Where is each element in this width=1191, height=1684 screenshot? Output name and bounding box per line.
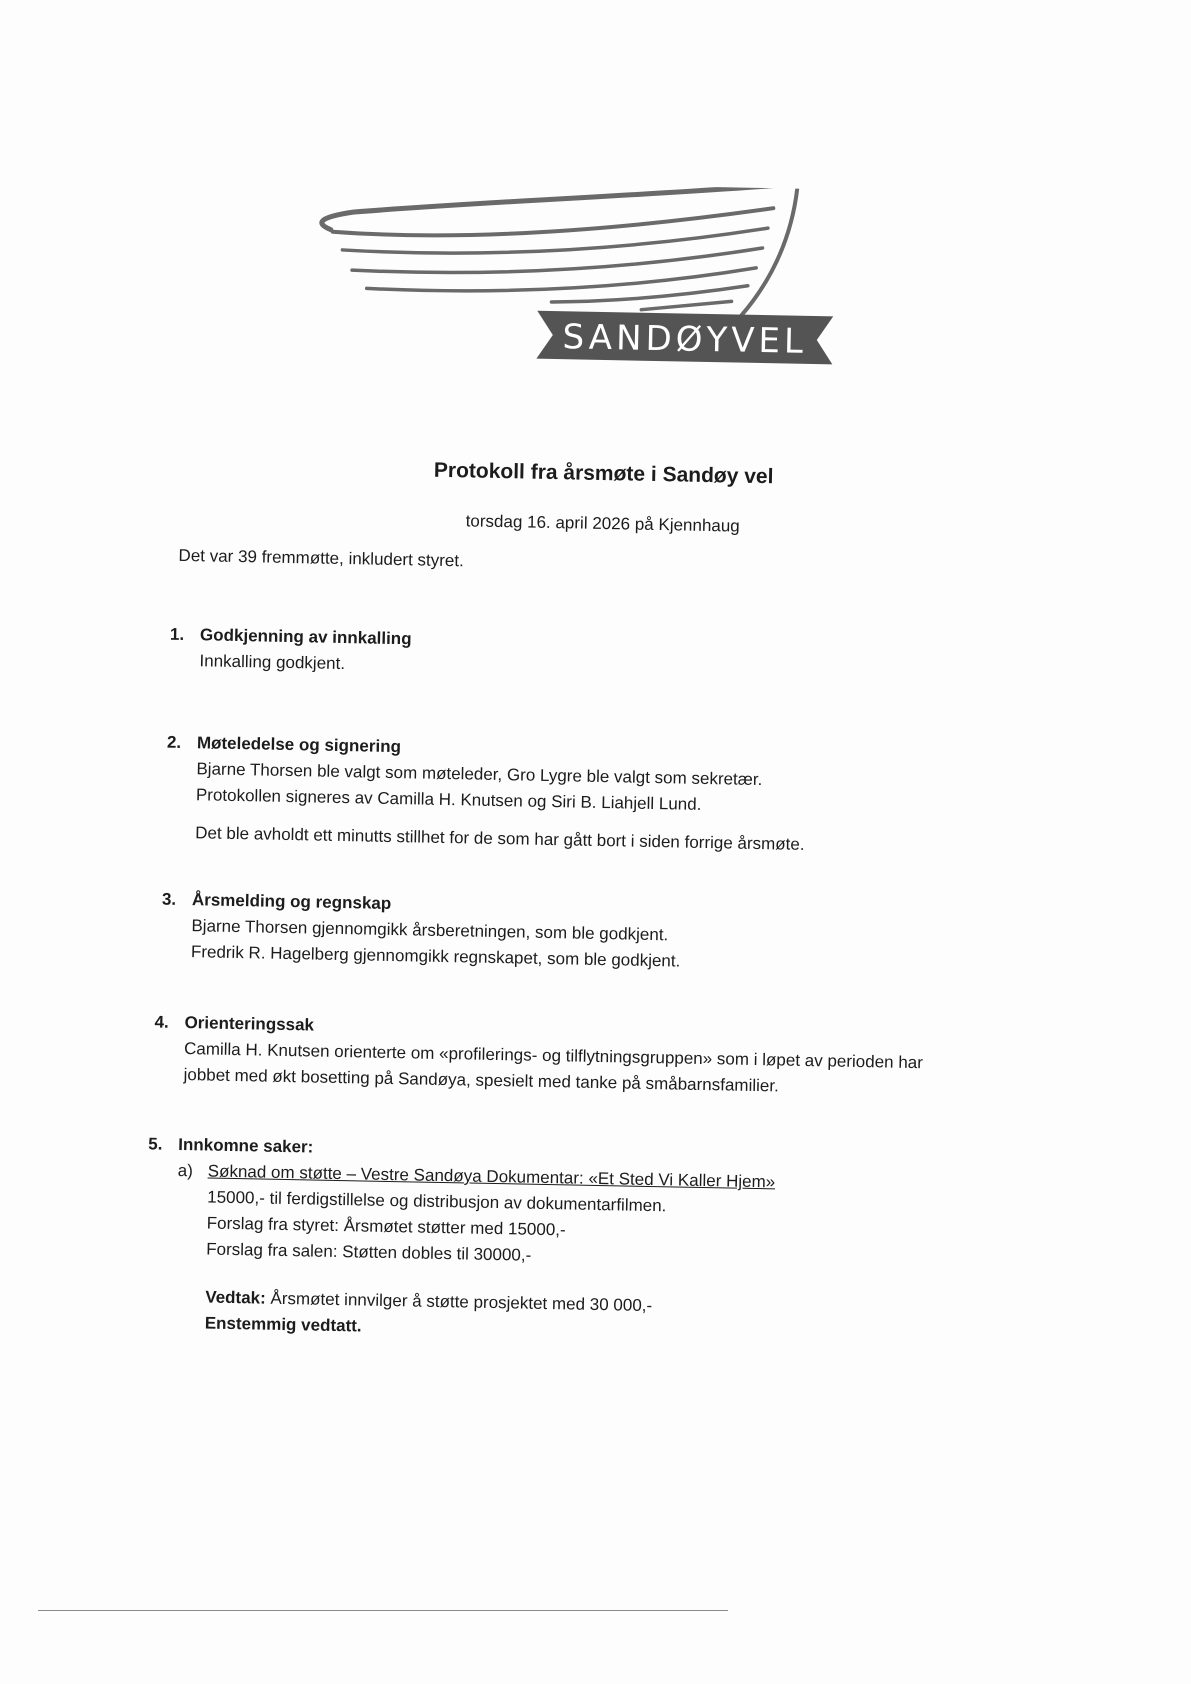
sub-item-a [177,1159,776,1348]
section-text: Innkalling godkjent. [199,651,346,674]
section-text: jobbet med økt bosetting på Sandøya, spesielt med tanke på småbarnsfamilier. [183,1065,779,1096]
section-text: Protokollen signeres av Camilla H. Knutsen og Siri B. Liahjell Lund. [195,785,702,814]
page-title: Protokoll fra årsmøte i Sandøy vel [433,458,774,489]
section-2 [166,730,807,858]
section-3 [161,887,682,974]
logo-text: SANDØYVEL [562,317,808,362]
section-text: Bjarne Thorsen gjennomgikk årsberetningen, som ble godkjent. [191,916,669,945]
section-number: 1. [169,624,185,644]
section-text: Camilla H. Knutsen orienterte om «profilerings- og tilflytningsgruppen» som i løpet av perioden har [183,1039,924,1073]
section-number: 3. [161,889,177,909]
section-4 [154,1010,924,1102]
sub-item-letter: a) [177,1160,194,1181]
sub-item-text: Forslag fra styret: Årsmøtet støtter med 15000,- [206,1213,566,1240]
section-number: 5. [148,1134,163,1154]
section-text: Bjarne Thorsen ble valgt som møteleder, Gro Lygre ble valgt som sekretær. [196,759,763,790]
section-title: Møteledelse og signering [196,733,402,757]
section-number: 2. [166,732,182,752]
section-1 [169,622,412,678]
section-heading [169,622,412,652]
section-5 [148,1132,776,1347]
decision-label: Vedtak: [205,1287,266,1308]
rowboat-logo-icon [310,179,874,405]
section-title: Innkomne saker: [178,1134,314,1157]
sub-item-title: Søknad om støtte – Vestre Sandøya Dokumentar: «Et Sted Vi Kaller Hjem» [207,1161,776,1192]
sub-item-text: 15000,- til ferdigstillelse og distribusjon av dokumentarfilmen. [207,1187,667,1216]
section-text: Fredrik R. Hagelberg gjennomgikk regnskapet, som ble godkjent. [190,942,681,971]
section-title: Orienteringssak [184,1013,315,1035]
section-title: Godkjenning av innkalling [199,625,412,649]
footer-divider [38,1610,728,1611]
section-title: Årsmelding og regnskap [191,890,392,913]
section-text: Det ble avholdt ett minutts stillhet for de som har gått bort i siden forrige årsmøte. [195,823,805,854]
unanimous-note: Enstemmig vedtatt. [204,1313,362,1336]
meeting-date: torsdag 16. april 2026 på Kjennhaug [465,511,740,536]
attendance-note: Det var 39 fremmøtte, inkludert styret. [178,545,464,571]
decision-text: Årsmøtet innvilger å støtte prosjektet med 30 000,- [265,1288,653,1316]
logo [310,179,874,405]
section-number: 4. [154,1012,169,1032]
sub-item-text: Forslag fra salen: Støtten dobles til 30000,- [206,1239,532,1265]
